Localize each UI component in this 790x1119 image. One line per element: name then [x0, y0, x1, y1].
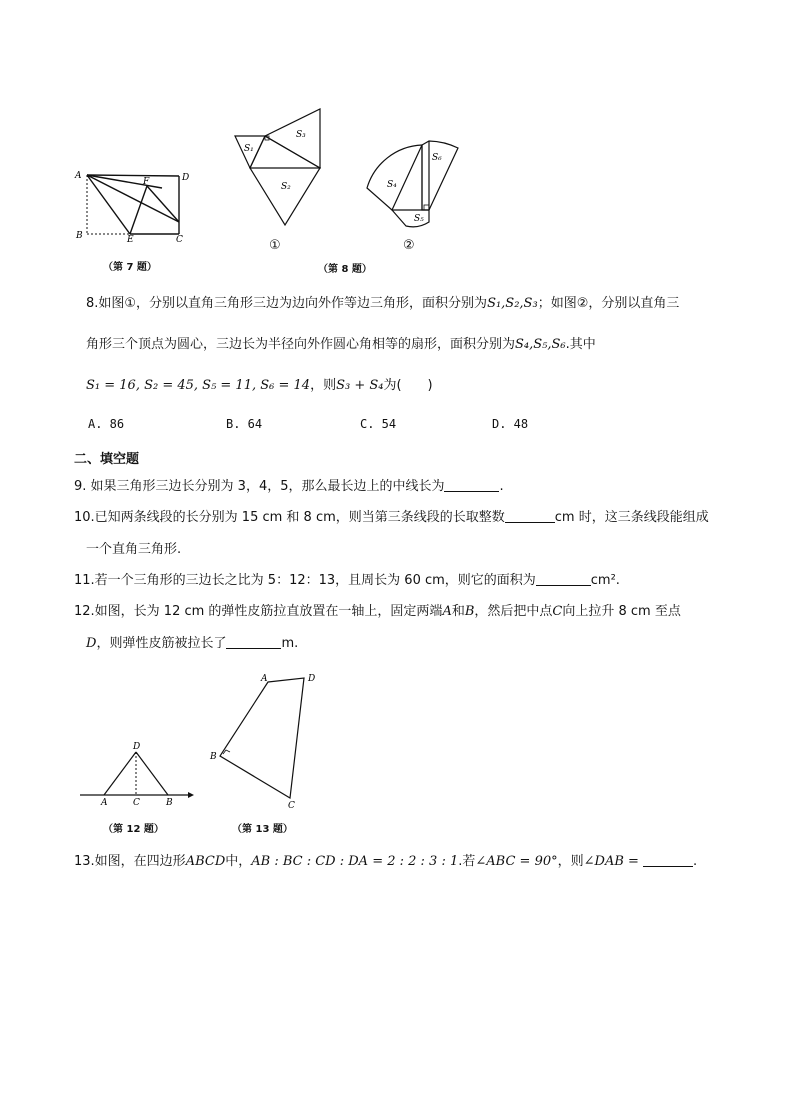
- label-C: C: [133, 798, 140, 808]
- label-A: A: [261, 674, 268, 684]
- q8-line2-math: S₄,S₅,S₆: [515, 337, 566, 352]
- q13-d: ，则: [557, 854, 584, 869]
- q13-a: 13.如图，在四边形: [74, 854, 186, 869]
- q12-answer-blank: [226, 634, 281, 649]
- label-E: E: [127, 235, 134, 244]
- fig8-sub2-label: ②: [403, 238, 415, 253]
- q10-line1-text: 10.已知两条线段的长分别为 15 cm 和 8 cm，则当第三条线段的长取整数: [74, 510, 505, 525]
- q13-dab: ∠DAB =: [583, 854, 639, 869]
- q8-line1-math: S₁,S₂,S₃: [487, 296, 538, 311]
- q13: [74, 852, 697, 872]
- q13-abcd: ABCD: [185, 854, 226, 869]
- q8-option-a: A. 86: [88, 417, 125, 431]
- q8-option-c: C. 54: [360, 417, 397, 431]
- figure-8-1: [230, 105, 330, 229]
- q8-line3-b: ，则: [310, 378, 337, 393]
- q12-point-C: C: [552, 604, 563, 619]
- q8-line3-c: 为( ): [383, 378, 433, 393]
- q12-line2: [86, 634, 298, 654]
- caption-fig7: （第 7 题）: [103, 262, 157, 273]
- label-A: A: [101, 798, 108, 808]
- label-B: B: [76, 231, 83, 241]
- label-F: F: [143, 177, 150, 187]
- figure-13: [205, 668, 325, 810]
- q11-text: 11.若一个三角形的三边长之比为 5：12：13，且周长为 60 cm，则它的面积为: [74, 573, 536, 588]
- q12-line1-a: 12.如图，长为 12 cm 的弹性皮筋拉直放置在一轴上，固定两端: [74, 604, 443, 619]
- label-A: A: [75, 171, 82, 181]
- q12-line1-c: 向上拉升 8 cm 至点: [562, 604, 681, 619]
- label-S6: S₆: [432, 153, 442, 163]
- label-B: B: [166, 798, 173, 808]
- q11-answer-blank: [536, 571, 591, 586]
- label-C: C: [288, 801, 295, 810]
- q10-line1: [74, 508, 709, 528]
- q13-angle: ∠ABC = 90°: [475, 854, 558, 869]
- section-title-fill-blank: 二、填空题: [74, 452, 140, 467]
- q11-end: cm².: [590, 573, 620, 588]
- label-S5: S₅: [414, 214, 424, 224]
- label-C: C: [176, 235, 183, 244]
- caption-fig13: （第 13 题）: [232, 824, 293, 835]
- q8-line2-b: .其中: [565, 337, 596, 352]
- q10-line2: 一个直角三角形.: [86, 542, 182, 557]
- q12-point-A: A: [442, 604, 452, 619]
- q8-line2-a: 角形三个顶点为圆心，三边长为半径向外作圆心角相等的扇形，面积分别为: [86, 337, 516, 352]
- q9-answer-blank: [444, 477, 499, 492]
- figure-12: [78, 738, 198, 808]
- q8-line1: [86, 294, 679, 314]
- q8-option-d: D. 48: [492, 417, 529, 431]
- label-S2: S₂: [281, 182, 291, 192]
- q9-text: 9. 如果三角形三边长分别为 3，4，5，那么最长边上的中线长为: [74, 479, 445, 494]
- q13-end: .: [692, 854, 698, 869]
- q9-end: .: [499, 479, 504, 494]
- fig8-sub1-label: ①: [269, 238, 281, 253]
- q12-end: m.: [281, 636, 299, 651]
- q8-line2: [86, 335, 596, 355]
- q8-line3-math: S₁ = 16, S₂ = 45, S₅ = 11, S₆ = 14: [86, 378, 311, 393]
- q10-line1-end: cm 时，这三条线段能组成: [554, 510, 709, 525]
- q13-answer-blank: [643, 852, 693, 867]
- q10-answer-blank: [505, 508, 555, 523]
- q8-line1-a: 8.如图①，分别以直角三角形三边为边向外作等边三角形，面积分别为: [86, 296, 488, 311]
- q13-b: 中，: [225, 854, 252, 869]
- label-S3: S₃: [296, 130, 306, 140]
- q12-line1-b: ，然后把中点: [474, 604, 553, 619]
- q13-ratio: AB : BC : CD : DA = 2 : 2 : 3 : 1: [251, 854, 459, 869]
- q8-option-b: B. 64: [226, 417, 263, 431]
- label-D: D: [308, 674, 316, 684]
- figure-7: [72, 168, 212, 244]
- q9: [74, 477, 504, 497]
- q12-line2-text: ，则弹性皮筋被拉长了: [96, 636, 227, 651]
- q12-point-D: D: [86, 636, 97, 651]
- caption-fig12: （第 12 题）: [103, 824, 164, 835]
- label-S4: S₄: [387, 180, 397, 190]
- q12-point-B: B: [464, 604, 475, 619]
- q12-and: 和: [451, 604, 465, 619]
- caption-fig8: （第 8 题）: [318, 264, 372, 275]
- label-S1: S₁: [244, 144, 254, 154]
- label-D: D: [182, 173, 190, 183]
- q8-line3: [86, 376, 433, 396]
- figure-8-2: [362, 138, 462, 230]
- q8-line1-b: ；如图②，分别以直角三: [537, 296, 680, 311]
- q13-c: .若: [458, 854, 476, 869]
- q12-line1: [74, 602, 681, 622]
- q8-line3-math2: S₃ + S₄: [336, 378, 384, 393]
- label-D: D: [133, 742, 141, 752]
- label-B: B: [210, 752, 217, 762]
- q11: [74, 571, 620, 591]
